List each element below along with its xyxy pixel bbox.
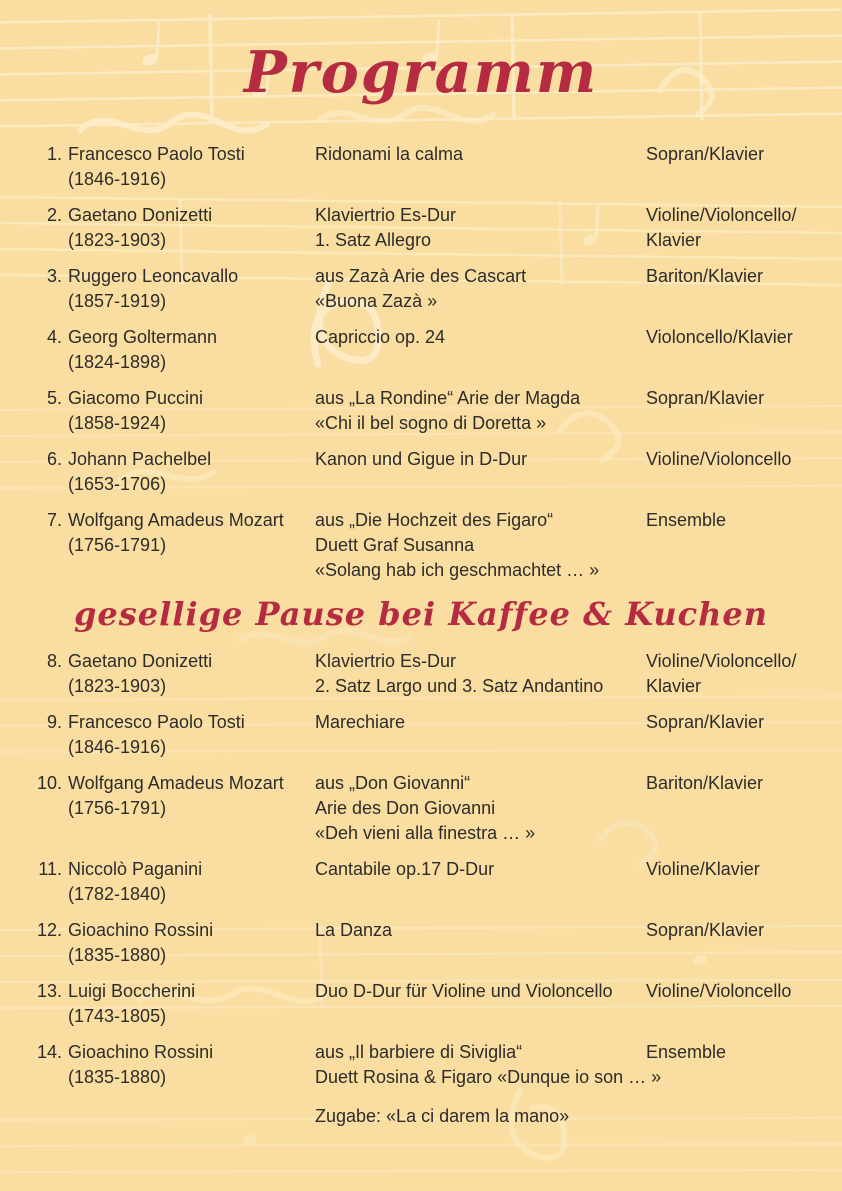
composer-line bbox=[33, 979, 315, 1004]
item-number: 11. bbox=[38, 859, 62, 880]
composer-dates: (1858-1924) bbox=[68, 412, 167, 433]
item-number: 3. bbox=[46, 265, 62, 286]
performers-line: Violine/Violoncello/ bbox=[646, 204, 797, 225]
composer-line bbox=[33, 447, 315, 472]
composer-name: Gaetano Donizetti bbox=[68, 204, 213, 225]
piece-line: Duo D-Dur für Violine und Violoncello bbox=[315, 981, 613, 1002]
composer-cell bbox=[33, 142, 315, 192]
item-number: 6. bbox=[46, 448, 62, 469]
composer-name: Niccolò Paganini bbox=[68, 859, 203, 880]
composer-cell bbox=[33, 710, 315, 760]
composer-line bbox=[33, 649, 315, 674]
composer-line bbox=[33, 203, 315, 228]
program-item bbox=[33, 857, 822, 907]
performers-cell bbox=[646, 386, 822, 411]
piece-cell bbox=[315, 771, 646, 846]
item-number: 14. bbox=[36, 1042, 62, 1063]
composer-cell bbox=[33, 508, 315, 558]
piece-cell bbox=[315, 447, 646, 472]
composer-cell bbox=[33, 771, 315, 821]
performers-cell bbox=[646, 447, 822, 472]
item-number: 2. bbox=[46, 204, 62, 225]
composer-name: Johann Pachelbel bbox=[68, 448, 212, 469]
composer-dates: (1824-1898) bbox=[68, 351, 167, 372]
piece-cell bbox=[315, 979, 646, 1004]
encore-row bbox=[315, 1104, 842, 1129]
performers-cell bbox=[646, 325, 822, 350]
composer-cell bbox=[33, 447, 315, 497]
performers-cell bbox=[646, 142, 822, 167]
item-number: 10. bbox=[36, 773, 62, 794]
program-item bbox=[33, 979, 822, 1029]
piece-line: aus „Il barbiere di Siviglia“ bbox=[315, 1042, 523, 1063]
composer-cell bbox=[33, 918, 315, 968]
performers-line: Violine/Violoncello bbox=[646, 448, 792, 469]
performers-line: Violine/Violoncello bbox=[646, 981, 792, 1002]
performers-cell bbox=[646, 979, 822, 1004]
composer-name: Wolfgang Amadeus Mozart bbox=[68, 773, 284, 794]
composer-name: Gioachino Rossini bbox=[68, 1042, 214, 1063]
program-item bbox=[33, 203, 822, 253]
piece-line: aus Zazà Arie des Cascart bbox=[315, 265, 527, 286]
performers-line: Ensemble bbox=[646, 1042, 727, 1063]
encore-label: Zugabe: «La ci darem la mano» bbox=[315, 1106, 570, 1127]
composer-line bbox=[33, 264, 315, 289]
piece-line: La Danza bbox=[315, 920, 393, 941]
performers-line: Sopran/Klavier bbox=[646, 920, 765, 941]
composer-cell bbox=[33, 857, 315, 907]
program-item bbox=[33, 771, 822, 846]
piece-line: 2. Satz Largo und 3. Satz Andantino bbox=[315, 676, 604, 697]
performers-cell bbox=[646, 1040, 822, 1065]
composer-dates: (1846-1916) bbox=[68, 737, 167, 758]
composer-dates: (1756-1791) bbox=[68, 534, 167, 555]
composer-name: Gaetano Donizetti bbox=[68, 651, 213, 672]
composer-dates: (1835-1880) bbox=[68, 1067, 167, 1088]
composer-dates: (1823-1903) bbox=[68, 676, 167, 697]
item-number: 12. bbox=[36, 920, 62, 941]
program-item bbox=[33, 918, 822, 968]
piece-line: «Chi il bel sogno di Doretta » bbox=[315, 412, 547, 433]
piece-line: Capriccio op. 24 bbox=[315, 326, 446, 347]
piece-cell bbox=[315, 386, 646, 436]
program-part-2 bbox=[0, 649, 842, 1090]
piece-line: aus „Don Giovanni“ bbox=[315, 773, 471, 794]
program-item bbox=[33, 142, 822, 192]
composer-cell bbox=[33, 1040, 315, 1090]
piece-line: 1. Satz Allegro bbox=[315, 229, 432, 250]
program-item bbox=[33, 710, 822, 760]
composer-dates: (1756-1791) bbox=[68, 798, 167, 819]
composer-line bbox=[33, 857, 315, 882]
piece-cell bbox=[315, 710, 646, 735]
piece-line: aus „La Rondine“ Arie der Magda bbox=[315, 387, 581, 408]
page-title: Programm bbox=[243, 39, 599, 106]
composer-line bbox=[33, 710, 315, 735]
item-number: 1. bbox=[46, 143, 62, 164]
piece-line: «Solang hab ich geschmachtet … » bbox=[315, 559, 600, 580]
composer-name: Georg Goltermann bbox=[68, 326, 218, 347]
program-item bbox=[33, 649, 822, 699]
performers-cell bbox=[646, 264, 822, 289]
performers-line: Sopran/Klavier bbox=[646, 712, 765, 733]
composer-dates: (1857-1919) bbox=[68, 290, 167, 311]
item-number: 7. bbox=[46, 509, 62, 530]
performers-line: Bariton/Klavier bbox=[646, 773, 764, 794]
piece-cell bbox=[315, 142, 646, 167]
composer-line bbox=[33, 918, 315, 943]
composer-dates: (1743-1805) bbox=[68, 1006, 167, 1027]
performers-cell bbox=[646, 508, 822, 533]
composer-dates: (1846-1916) bbox=[68, 168, 167, 189]
piece-line: Arie des Don Giovanni bbox=[315, 798, 496, 819]
program-item bbox=[33, 447, 822, 497]
piece-cell bbox=[315, 649, 646, 699]
performers-line: Sopran/Klavier bbox=[646, 143, 765, 164]
performers-line: Violine/Klavier bbox=[646, 859, 760, 880]
composer-line bbox=[33, 142, 315, 167]
item-number: 5. bbox=[46, 387, 62, 408]
program-item bbox=[33, 264, 822, 314]
composer-dates: (1823-1903) bbox=[68, 229, 167, 250]
program-content bbox=[0, 40, 842, 1129]
performers-line: Sopran/Klavier bbox=[646, 387, 765, 408]
program-item bbox=[33, 325, 822, 375]
composer-name: Luigi Boccherini bbox=[68, 981, 196, 1002]
performers-line: Ensemble bbox=[646, 509, 727, 530]
performers-line: Violoncello/Klavier bbox=[646, 326, 793, 347]
piece-cell bbox=[315, 918, 646, 943]
performers-cell bbox=[646, 710, 822, 735]
piece-line: Duett Graf Susanna bbox=[315, 534, 475, 555]
performers-cell bbox=[646, 649, 822, 699]
piece-cell bbox=[315, 264, 646, 314]
performers-cell bbox=[646, 918, 822, 943]
composer-cell bbox=[33, 979, 315, 1029]
piece-line: «Buona Zazà » bbox=[315, 290, 438, 311]
program-item bbox=[33, 386, 822, 436]
piece-line: Cantabile op.17 D-Dur bbox=[315, 859, 495, 880]
piece-cell bbox=[315, 325, 646, 350]
performers-line: Bariton/Klavier bbox=[646, 265, 764, 286]
composer-line bbox=[33, 508, 315, 533]
piece-line: «Deh vieni alla finestra … » bbox=[315, 823, 536, 844]
performers-line: Violine/Violoncello/ bbox=[646, 651, 797, 672]
composer-name: Francesco Paolo Tosti bbox=[68, 712, 245, 733]
composer-dates: (1653-1706) bbox=[68, 473, 167, 494]
item-number: 8. bbox=[46, 651, 62, 672]
piece-line: aus „Die Hochzeit des Figaro“ bbox=[315, 509, 554, 530]
piece-line: Klaviertrio Es-Dur bbox=[315, 651, 457, 672]
composer-name: Ruggero Leoncavallo bbox=[68, 265, 239, 286]
piece-line: Klaviertrio Es-Dur bbox=[315, 204, 457, 225]
piece-cell bbox=[315, 857, 646, 882]
performers-cell bbox=[646, 771, 822, 796]
composer-name: Wolfgang Amadeus Mozart bbox=[68, 509, 284, 530]
piece-line: Kanon und Gigue in D-Dur bbox=[315, 448, 528, 469]
piece-line: Ridonami la calma bbox=[315, 143, 464, 164]
piece-line: Duett Rosina & Figaro «Dunque io son … » bbox=[315, 1067, 662, 1088]
piece-cell bbox=[315, 203, 646, 253]
composer-name: Francesco Paolo Tosti bbox=[68, 143, 245, 164]
program-item bbox=[33, 508, 822, 583]
item-number: 4. bbox=[46, 326, 62, 347]
program-item bbox=[33, 1040, 822, 1090]
composer-name: Gioachino Rossini bbox=[68, 920, 214, 941]
composer-cell bbox=[33, 649, 315, 699]
composer-cell bbox=[33, 386, 315, 436]
performers-line: Klavier bbox=[646, 676, 702, 697]
item-number: 9. bbox=[46, 712, 62, 733]
performers-cell bbox=[646, 203, 822, 253]
composer-cell bbox=[33, 325, 315, 375]
composer-line bbox=[33, 386, 315, 411]
item-number: 13. bbox=[36, 981, 62, 1002]
composer-name: Giacomo Puccini bbox=[68, 387, 204, 408]
intermission-note: gesellige Pause bei Kaffee & Kuchen bbox=[74, 594, 768, 633]
composer-line bbox=[33, 771, 315, 796]
composer-cell bbox=[33, 203, 315, 253]
composer-line bbox=[33, 1040, 315, 1065]
piece-cell bbox=[315, 1040, 662, 1090]
performers-line: Klavier bbox=[646, 229, 702, 250]
composer-dates: (1835-1880) bbox=[68, 945, 167, 966]
performers-cell bbox=[646, 857, 822, 882]
piece-cell bbox=[315, 508, 646, 583]
composer-cell bbox=[33, 264, 315, 314]
composer-line bbox=[33, 325, 315, 350]
program-part-1 bbox=[0, 142, 842, 583]
piece-line: Marechiare bbox=[315, 712, 406, 733]
composer-dates: (1782-1840) bbox=[68, 884, 167, 905]
